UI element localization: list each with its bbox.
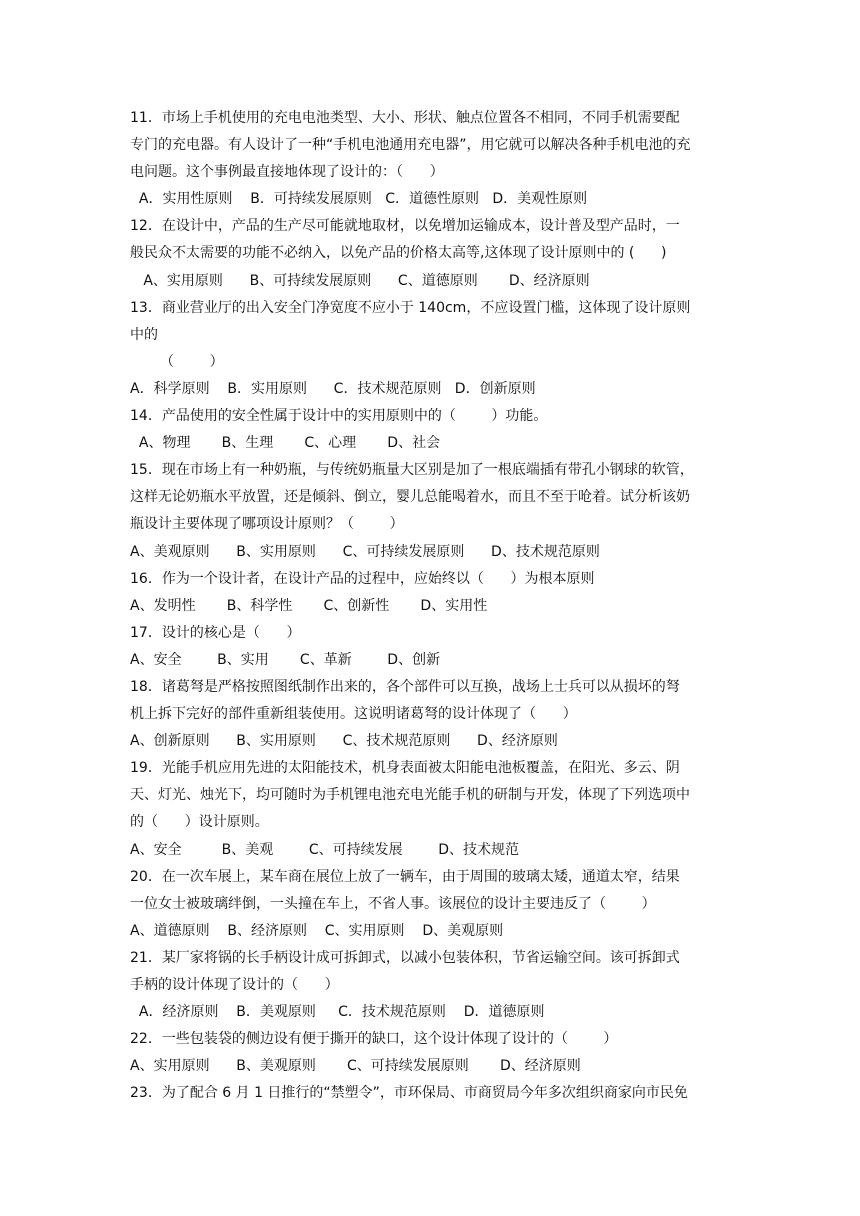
document-page	[130, 105, 730, 1107]
question-text-line: 一位女士被玻璃绊倒，一头撞在车上，不省人事。该展位的设计主要违反了（ ）	[130, 895, 656, 912]
answer-options-line: A、创新原则 B、实用原则 C、技术规范原则 D、经济原则	[130, 733, 558, 750]
answer-options-line: A．经济原则 B．美观原则 C．技术规范原则 D．道德原则	[130, 1004, 545, 1021]
question-text-line: 12．在设计中，产品的生产尽可能就地取材，以免增加运输成本，设计普及型产品时，一	[130, 218, 680, 235]
question-text-line: 手柄的设计体现了设计的（ ）	[130, 977, 339, 993]
answer-options-line: A、发明性 B、科学性 C、创新性 D、实用性	[130, 597, 488, 614]
question-text-line: 20．在一次车展上，某车商在展位上放了一辆车，由于周围的玻璃太矮，通道太窄，结果	[130, 868, 680, 885]
question-text-line: 这样无论奶瓶水平放置，还是倾斜、倒立，婴儿总能喝着水，而且不至于呛着。试分析该奶	[130, 489, 690, 506]
answer-options-line: A、安全 B、美观 C、可持续发展 D、技术规范	[130, 841, 519, 858]
question-text-line: 21．某厂家将锅的长手柄设计成可拆卸式，以减小包装体积，节省运输空间。该可拆卸式	[130, 949, 680, 966]
question-text-line: 23．为了配合 6 月 1 日推行的“禁塑令”，市环保局、市商贸局今年多次组织商家向市民免	[130, 1085, 688, 1102]
question-text-line: 18．诸葛弩是严格按照图纸制作出来的，各个部件可以互换，战场上士兵可以从损坏的弩	[130, 678, 680, 695]
question-text-line: 15．现在市场上有一种奶瓶，与传统奶瓶量大区别是加了一根底端插有带孔小钢球的软管，	[130, 462, 694, 479]
question-text-line: 中的	[130, 326, 158, 343]
question-text-line: 专门的充电器。有人设计了一种“手机电池通用充电器”，用它就可以解决各种手机电池的充	[130, 137, 691, 154]
answer-options-line: A．实用性原则 B．可持续发展原则 C．道德性原则 D．美观性原则	[130, 191, 588, 208]
answer-options-line: A、美观原则 B、实用原则 C、可持续发展原则 D、技术规范原则	[130, 543, 600, 560]
question-text-line: 天、灯光、烛光下，均可随时为手机锂电池充电光能手机的研制与开发，体现了下列选项中	[130, 787, 690, 804]
answer-options-line: A、实用原则 B、可持续发展原则 C、道德原则 D、经济原则	[130, 272, 590, 289]
question-text-line: 14．产品使用的安全性属于设计中的实用原则中的（ ）功能。	[130, 408, 548, 425]
question-text-line: 机上拆下完好的部件重新组装使用。这说明诸葛弩的设计体现了（ ）	[130, 706, 577, 723]
answer-options-line: A、实用原则 B、美观原则 C、可持续发展原则 D、经济原则	[130, 1058, 581, 1075]
question-text-line: 11．市场上手机使用的充电电池类型、大小、形状、触点位置各不相同，不同手机需要配	[130, 110, 680, 126]
answer-options-line: A、物理 B、生理 C、心理 D、社会	[130, 435, 441, 452]
question-text-line: 瓶设计主要体现了哪项设计原则？（ ）	[130, 516, 404, 533]
question-text-line: 16．作为一个设计者，在设计产品的过程中，应始终以（ ）为根本原则	[130, 570, 595, 587]
answer-options-line: A、安全 B、实用 C、革新 D、创新	[130, 651, 441, 668]
question-text-line: 19．光能手机应用先进的太阳能技术，机身表面被太阳能电池板覆盖，在阳光、多云、阴	[130, 760, 680, 777]
question-text-line: 电问题。这个事例最直接地体现了设计的：（ ）	[130, 164, 444, 181]
question-text-line: 13．商业营业厅的出入安全门净宽度不应小于 140cm，不应设置门槛，这体现了设计原则	[130, 299, 691, 316]
question-text-line: 的（ ）设计原则。	[130, 814, 269, 831]
question-text-line: 般民众不太需要的功能不必纳入，以免产品的价格太高等,这体现了设计原则中的 ( )	[130, 245, 667, 262]
answer-options-line: A．科学原则 B．实用原则 C．技术规范原则 D．创新原则	[130, 380, 536, 397]
question-text-line: 17．设计的核心是（ ）	[130, 624, 301, 641]
question-text-line: 22．一些包装袋的侧边设有便于撕开的缺口，这个设计体现了设计的（ ）	[130, 1031, 618, 1048]
answer-options-line: A、道德原则 B、经济原则 C、实用原则 D、美观原则	[130, 922, 504, 939]
answer-blank-line: （ ）	[160, 353, 224, 370]
